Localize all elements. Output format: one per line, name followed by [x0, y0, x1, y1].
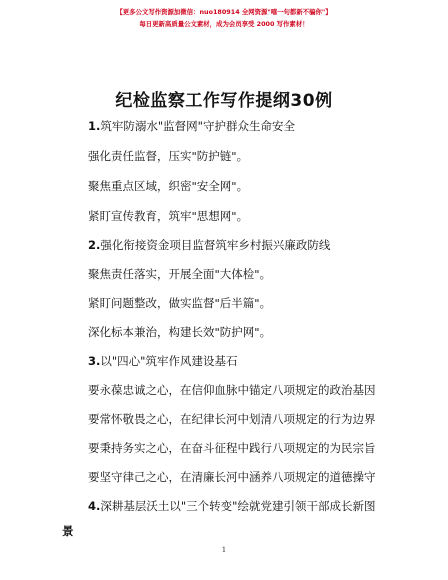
section-number: 4.	[88, 499, 101, 513]
promo-banner-line-2: 每日更新高质量公文素材，成为会员享受 2000 写作素材！	[139, 20, 309, 28]
section-point: 聚焦责任落实，开展全面"大体检"。	[88, 267, 272, 281]
section-number: 2.	[88, 238, 101, 252]
section-heading-text: 强化衔接资金项目监督筑牢乡村振兴廉政防线	[100, 238, 331, 252]
section-heading-4	[88, 498, 375, 514]
section-heading-text: 筑牢防溺水"监督网"守护群众生命安全	[100, 119, 295, 133]
section-point: 深化标本兼治，构建长效"防护网"。	[88, 325, 272, 339]
page-number: 1	[221, 546, 227, 554]
section-point: 要坚守律己之心，在清廉长河中涵养八项规定的道德操守	[88, 470, 376, 484]
section-number: 3.	[88, 354, 101, 368]
document-title: 纪检监察工作写作提纲30例	[115, 91, 333, 111]
section-point: 要秉持务实之心，在奋斗征程中践行八项规定的为民宗旨	[88, 441, 376, 455]
section-heading-2	[88, 237, 330, 253]
section-heading-1	[88, 118, 295, 134]
section-point: 聚焦重点区域，织密"安全网"。	[88, 179, 249, 193]
section-point: 要永葆忠诚之心，在信仰血脉中锚定八项规定的政治基因	[88, 383, 376, 397]
section-number: 1.	[88, 119, 101, 133]
section-point: 要常怀敬畏之心，在纪律长河中划清八项规定的行为边界	[88, 412, 376, 426]
section-heading-text: 以"四心"筑牢作风建设基石	[100, 354, 238, 368]
section-point: 强化责任监督，压实"防护链"。	[88, 149, 249, 163]
section-heading-overflow: 景	[62, 524, 74, 538]
section-heading-text: 深耕基层沃土以"三个转变"绘就党建引领干部成长新图	[100, 499, 376, 513]
section-heading-3	[88, 353, 237, 369]
promo-banner-line-1: 【更多公文写作资源加微信：nuo180914 全网资源"嘻一句都新不骗你"】	[116, 8, 332, 16]
section-point: 紧盯宣传教育，筑牢"思想网"。	[88, 209, 249, 223]
section-point: 紧盯问题整改，做实监督"后半篇"。	[88, 296, 272, 310]
